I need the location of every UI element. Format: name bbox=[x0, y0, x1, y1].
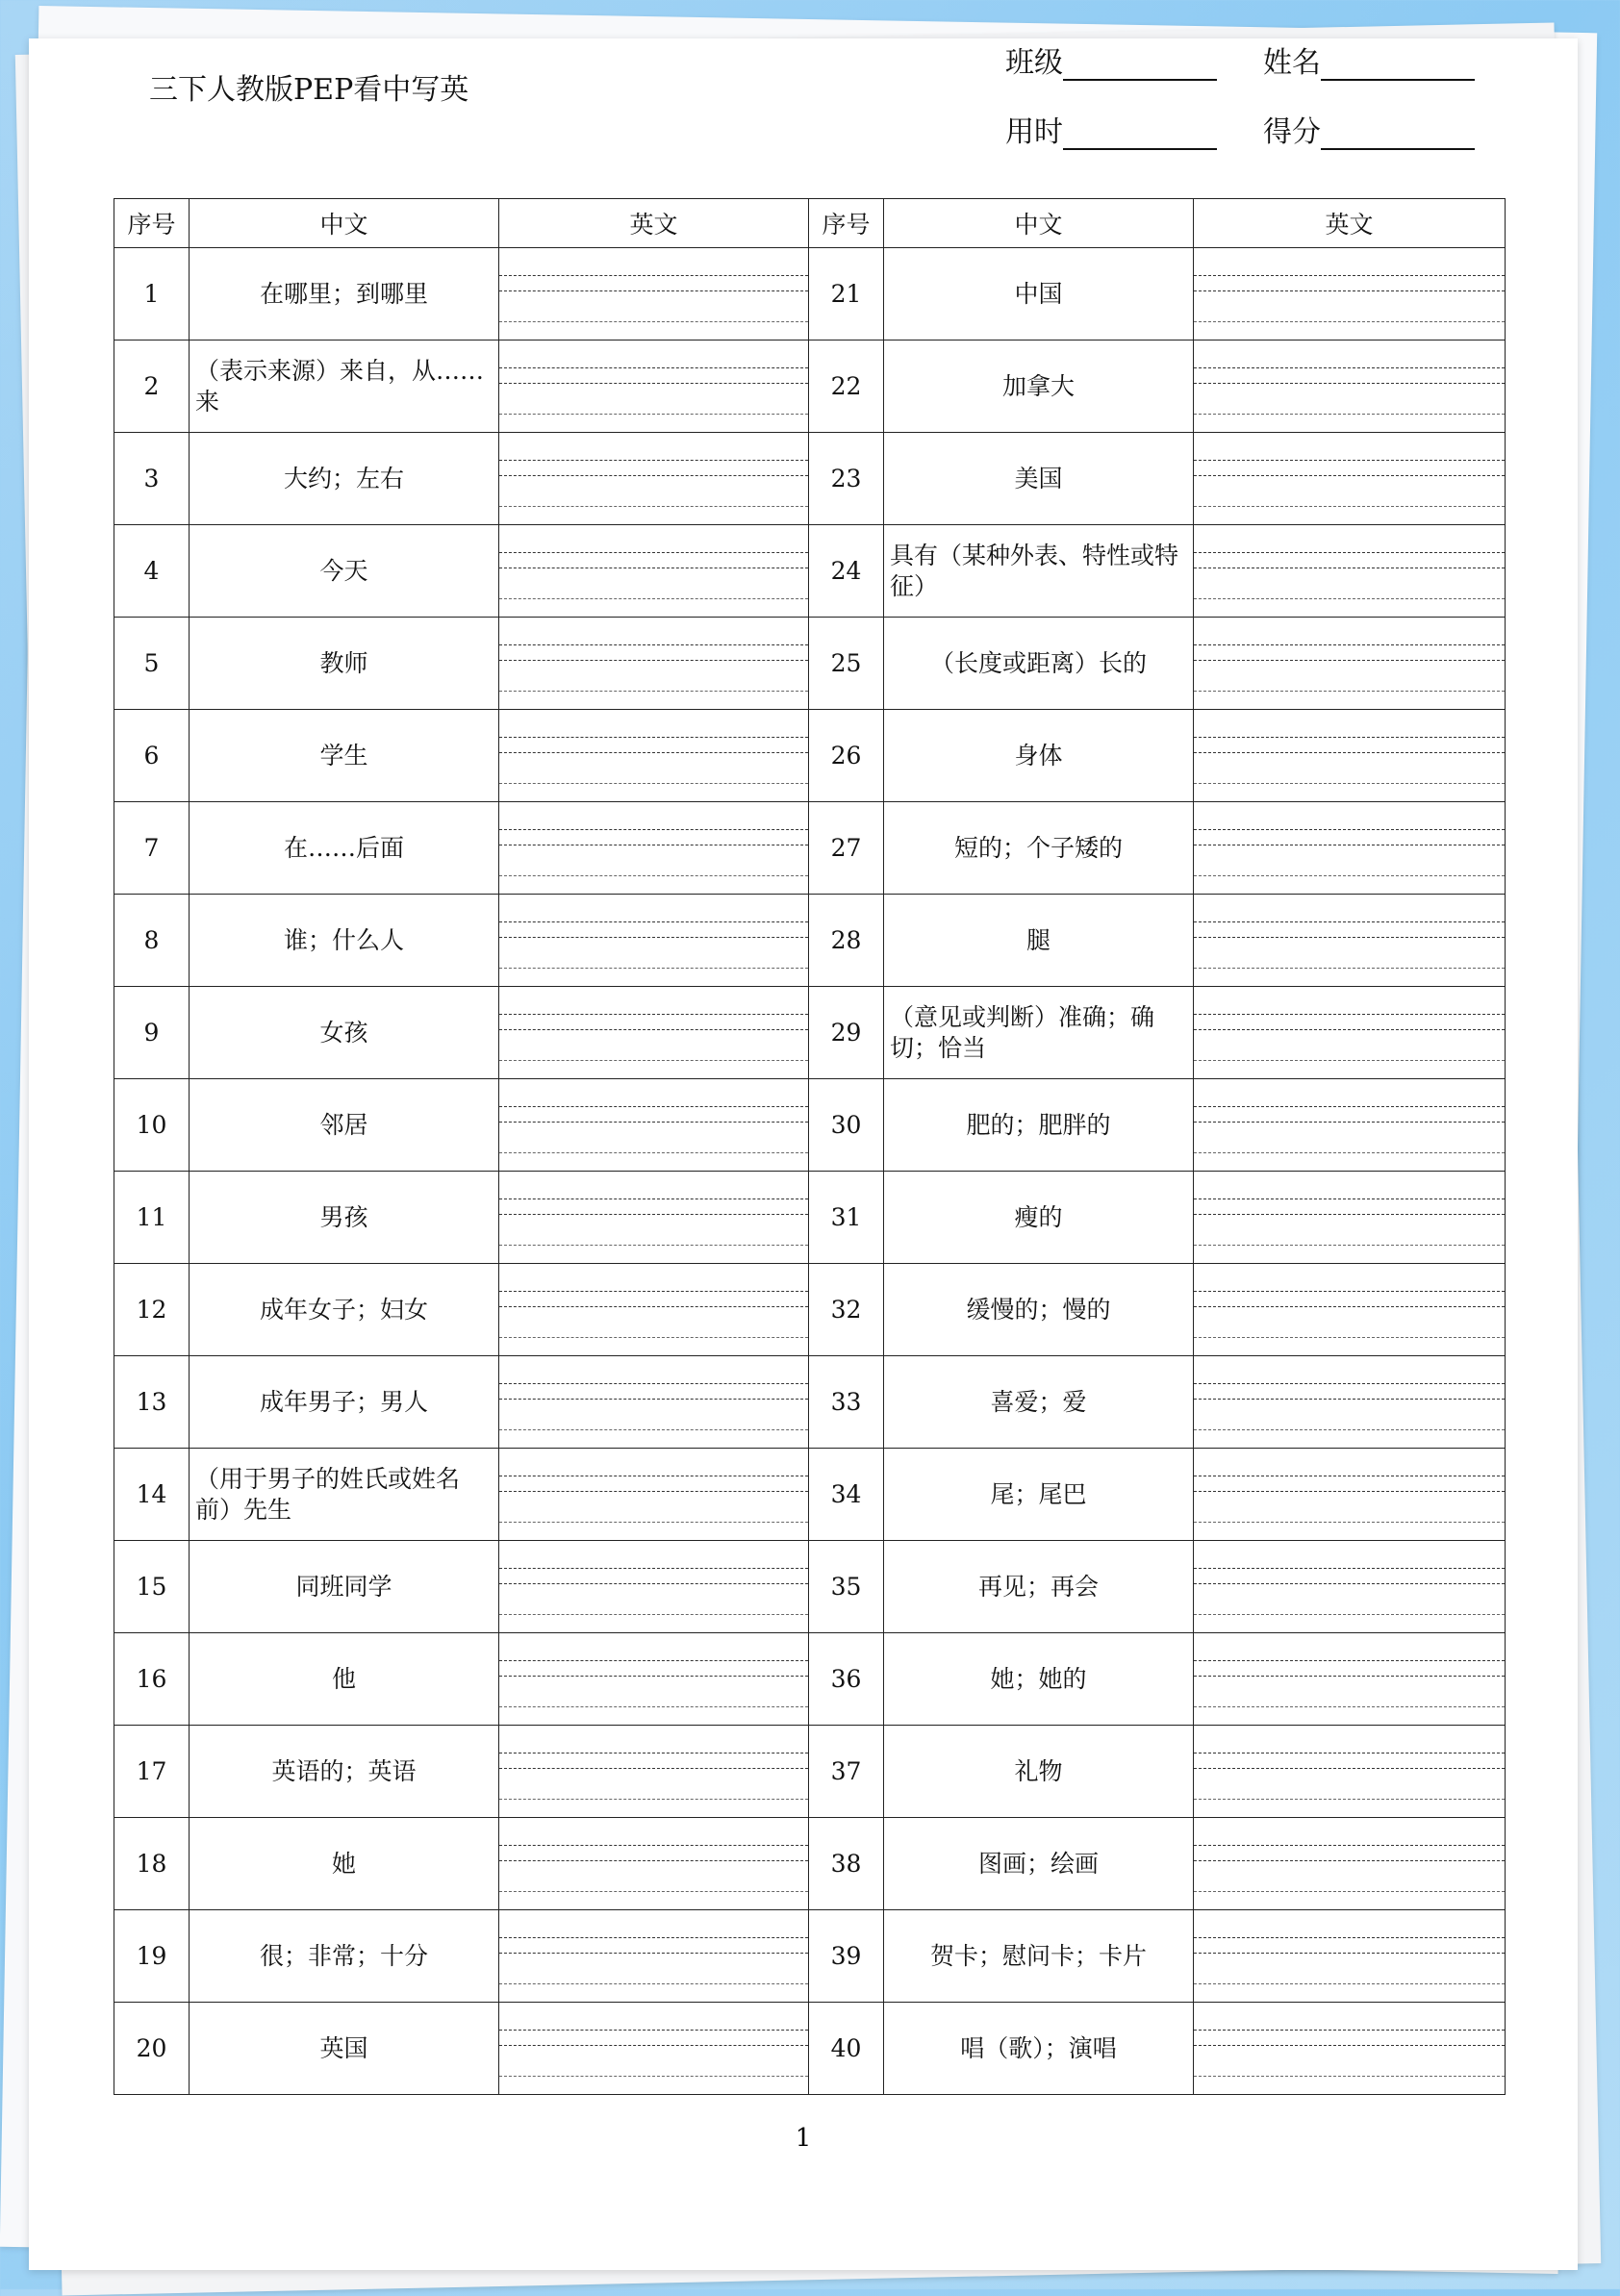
row-number: 36 bbox=[809, 1633, 884, 1726]
answer-blank[interactable] bbox=[1194, 2003, 1506, 2095]
row-number: 8 bbox=[114, 895, 190, 987]
answer-blank[interactable] bbox=[1194, 525, 1506, 618]
chinese-term: （用于男子的姓氏或姓名前）先生 bbox=[190, 1449, 499, 1541]
chinese-term: 图画；绘画 bbox=[884, 1818, 1194, 1910]
column-header: 英文 bbox=[1194, 199, 1506, 248]
row-number: 1 bbox=[114, 248, 190, 341]
row-number: 11 bbox=[114, 1172, 190, 1264]
chinese-term: 学生 bbox=[190, 710, 499, 802]
chinese-term: 在哪里；到哪里 bbox=[190, 248, 499, 341]
answer-blank[interactable] bbox=[1194, 1633, 1506, 1726]
row-number: 2 bbox=[114, 341, 190, 433]
table-row bbox=[114, 895, 1506, 987]
answer-blank[interactable] bbox=[1194, 248, 1506, 341]
chinese-term: 唱（歌）；演唱 bbox=[884, 2003, 1194, 2095]
row-number: 26 bbox=[809, 710, 884, 802]
chinese-term: 邻居 bbox=[190, 1079, 499, 1172]
chinese-term: 谁；什么人 bbox=[190, 895, 499, 987]
chinese-term: 在……后面 bbox=[190, 802, 499, 895]
answer-blank[interactable] bbox=[499, 1910, 809, 2003]
answer-blank[interactable] bbox=[499, 895, 809, 987]
table-header-row bbox=[114, 199, 1506, 248]
answer-blank[interactable] bbox=[499, 1449, 809, 1541]
row-number: 9 bbox=[114, 987, 190, 1079]
chinese-term: 很；非常；十分 bbox=[190, 1910, 499, 2003]
page-number: 1 bbox=[795, 2124, 812, 2153]
answer-blank[interactable] bbox=[1194, 710, 1506, 802]
row-number: 39 bbox=[809, 1910, 884, 2003]
class-field bbox=[1005, 38, 1217, 81]
row-number: 35 bbox=[809, 1541, 884, 1633]
row-number: 7 bbox=[114, 802, 190, 895]
answer-blank[interactable] bbox=[499, 525, 809, 618]
table-row bbox=[114, 1541, 1506, 1633]
answer-blank[interactable] bbox=[499, 710, 809, 802]
row-number: 32 bbox=[809, 1264, 884, 1356]
time-field bbox=[1005, 108, 1217, 150]
answer-blank[interactable] bbox=[1194, 1818, 1506, 1910]
answer-blank[interactable] bbox=[1194, 1449, 1506, 1541]
vocabulary-table bbox=[114, 198, 1506, 2095]
row-number: 40 bbox=[809, 2003, 884, 2095]
chinese-term: （长度或距离）长的 bbox=[884, 618, 1194, 710]
answer-blank[interactable] bbox=[1194, 895, 1506, 987]
chinese-term: 英语的；英语 bbox=[190, 1726, 499, 1818]
class-label: 班级 bbox=[1005, 46, 1063, 80]
table-row bbox=[114, 1633, 1506, 1726]
chinese-term: 加拿大 bbox=[884, 341, 1194, 433]
answer-blank[interactable] bbox=[1194, 802, 1506, 895]
table-row bbox=[114, 1910, 1506, 2003]
chinese-term: 今天 bbox=[190, 525, 499, 618]
name-label: 姓名 bbox=[1263, 46, 1321, 80]
row-number: 33 bbox=[809, 1356, 884, 1449]
worksheet-page bbox=[29, 38, 1578, 2270]
row-number: 28 bbox=[809, 895, 884, 987]
row-number: 37 bbox=[809, 1726, 884, 1818]
row-number: 17 bbox=[114, 1726, 190, 1818]
row-number: 3 bbox=[114, 433, 190, 525]
chinese-term: 女孩 bbox=[190, 987, 499, 1079]
chinese-term: 尾；尾巴 bbox=[884, 1449, 1194, 1541]
name-blank[interactable] bbox=[1321, 52, 1475, 81]
row-number: 19 bbox=[114, 1910, 190, 2003]
class-blank[interactable] bbox=[1063, 52, 1217, 81]
row-number: 13 bbox=[114, 1356, 190, 1449]
chinese-term: 成年女子；妇女 bbox=[190, 1264, 499, 1356]
answer-blank[interactable] bbox=[499, 618, 809, 710]
chinese-term: 教师 bbox=[190, 618, 499, 710]
row-number: 38 bbox=[809, 1818, 884, 1910]
chinese-term: 美国 bbox=[884, 433, 1194, 525]
answer-blank[interactable] bbox=[1194, 1079, 1506, 1172]
chinese-term: （表示来源）来自，从……来 bbox=[190, 341, 499, 433]
chinese-term: 同班同学 bbox=[190, 1541, 499, 1633]
score-blank[interactable] bbox=[1321, 121, 1475, 150]
answer-blank[interactable] bbox=[499, 1356, 809, 1449]
chinese-term: 成年男子；男人 bbox=[190, 1356, 499, 1449]
row-number: 29 bbox=[809, 987, 884, 1079]
answer-blank[interactable] bbox=[1194, 618, 1506, 710]
chinese-term: 短的；个子矮的 bbox=[884, 802, 1194, 895]
time-label: 用时 bbox=[1005, 115, 1063, 149]
answer-blank[interactable] bbox=[499, 2003, 809, 2095]
row-number: 4 bbox=[114, 525, 190, 618]
row-number: 27 bbox=[809, 802, 884, 895]
chinese-term: 肥的；肥胖的 bbox=[884, 1079, 1194, 1172]
answer-blank[interactable] bbox=[1194, 1910, 1506, 2003]
chinese-term: 具有（某种外表、特性或特征） bbox=[884, 525, 1194, 618]
table-row bbox=[114, 341, 1506, 433]
row-number: 22 bbox=[809, 341, 884, 433]
time-blank[interactable] bbox=[1063, 121, 1217, 150]
answer-blank[interactable] bbox=[1194, 1726, 1506, 1818]
answer-blank[interactable] bbox=[499, 248, 809, 341]
chinese-term: 大约；左右 bbox=[190, 433, 499, 525]
chinese-term: （意见或判断）准确；确切；恰当 bbox=[884, 987, 1194, 1079]
answer-blank[interactable] bbox=[499, 433, 809, 525]
column-header: 中文 bbox=[884, 199, 1194, 248]
answer-blank[interactable] bbox=[1194, 987, 1506, 1079]
answer-blank[interactable] bbox=[499, 1541, 809, 1633]
row-number: 14 bbox=[114, 1449, 190, 1541]
chinese-term: 缓慢的；慢的 bbox=[884, 1264, 1194, 1356]
table-row bbox=[114, 525, 1506, 618]
table-row bbox=[114, 710, 1506, 802]
row-number: 15 bbox=[114, 1541, 190, 1633]
chinese-term: 瘦的 bbox=[884, 1172, 1194, 1264]
table-row bbox=[114, 1172, 1506, 1264]
row-number: 16 bbox=[114, 1633, 190, 1726]
answer-blank[interactable] bbox=[499, 987, 809, 1079]
chinese-term: 贺卡；慰问卡；卡片 bbox=[884, 1910, 1194, 2003]
row-number: 31 bbox=[809, 1172, 884, 1264]
table-row bbox=[114, 987, 1506, 1079]
answer-blank[interactable] bbox=[499, 802, 809, 895]
answer-blank[interactable] bbox=[1194, 1541, 1506, 1633]
row-number: 25 bbox=[809, 618, 884, 710]
table-row bbox=[114, 802, 1506, 895]
row-number: 6 bbox=[114, 710, 190, 802]
row-number: 23 bbox=[809, 433, 884, 525]
row-number: 30 bbox=[809, 1079, 884, 1172]
column-header: 序号 bbox=[809, 199, 884, 248]
table-row bbox=[114, 1079, 1506, 1172]
answer-blank[interactable] bbox=[499, 341, 809, 433]
row-number: 5 bbox=[114, 618, 190, 710]
row-number: 20 bbox=[114, 2003, 190, 2095]
row-number: 34 bbox=[809, 1449, 884, 1541]
row-number: 10 bbox=[114, 1079, 190, 1172]
chinese-term: 身体 bbox=[884, 710, 1194, 802]
table-row bbox=[114, 618, 1506, 710]
chinese-term: 她；她的 bbox=[884, 1633, 1194, 1726]
answer-blank[interactable] bbox=[499, 1172, 809, 1264]
table-row bbox=[114, 1818, 1506, 1910]
chinese-term: 英国 bbox=[190, 2003, 499, 2095]
column-header: 英文 bbox=[499, 199, 809, 248]
table-row bbox=[114, 1356, 1506, 1449]
answer-blank[interactable] bbox=[499, 1818, 809, 1910]
answer-blank[interactable] bbox=[499, 1633, 809, 1726]
answer-blank[interactable] bbox=[1194, 1172, 1506, 1264]
answer-blank[interactable] bbox=[499, 1726, 809, 1818]
column-header: 中文 bbox=[190, 199, 499, 248]
score-field bbox=[1263, 108, 1475, 150]
chinese-term: 礼物 bbox=[884, 1726, 1194, 1818]
table-row bbox=[114, 1449, 1506, 1541]
table-row bbox=[114, 433, 1506, 525]
table-row bbox=[114, 1264, 1506, 1356]
row-number: 21 bbox=[809, 248, 884, 341]
answer-blank[interactable] bbox=[499, 1264, 809, 1356]
chinese-term: 男孩 bbox=[190, 1172, 499, 1264]
chinese-term: 喜爱；爱 bbox=[884, 1356, 1194, 1449]
row-number: 24 bbox=[809, 525, 884, 618]
answer-blank[interactable] bbox=[1194, 341, 1506, 433]
column-header: 序号 bbox=[114, 199, 190, 248]
chinese-term: 她 bbox=[190, 1818, 499, 1910]
chinese-term: 再见；再会 bbox=[884, 1541, 1194, 1633]
answer-blank[interactable] bbox=[1194, 1356, 1506, 1449]
chinese-term: 中国 bbox=[884, 248, 1194, 341]
chinese-term: 他 bbox=[190, 1633, 499, 1726]
row-number: 12 bbox=[114, 1264, 190, 1356]
table-row bbox=[114, 248, 1506, 341]
answer-blank[interactable] bbox=[499, 1079, 809, 1172]
answer-blank[interactable] bbox=[1194, 433, 1506, 525]
name-field bbox=[1263, 38, 1475, 81]
worksheet-title: 三下人教版PEP看中写英 bbox=[149, 73, 469, 107]
table-row bbox=[114, 1726, 1506, 1818]
chinese-term: 腿 bbox=[884, 895, 1194, 987]
row-number: 18 bbox=[114, 1818, 190, 1910]
table-row bbox=[114, 2003, 1506, 2095]
score-label: 得分 bbox=[1263, 115, 1321, 149]
answer-blank[interactable] bbox=[1194, 1264, 1506, 1356]
